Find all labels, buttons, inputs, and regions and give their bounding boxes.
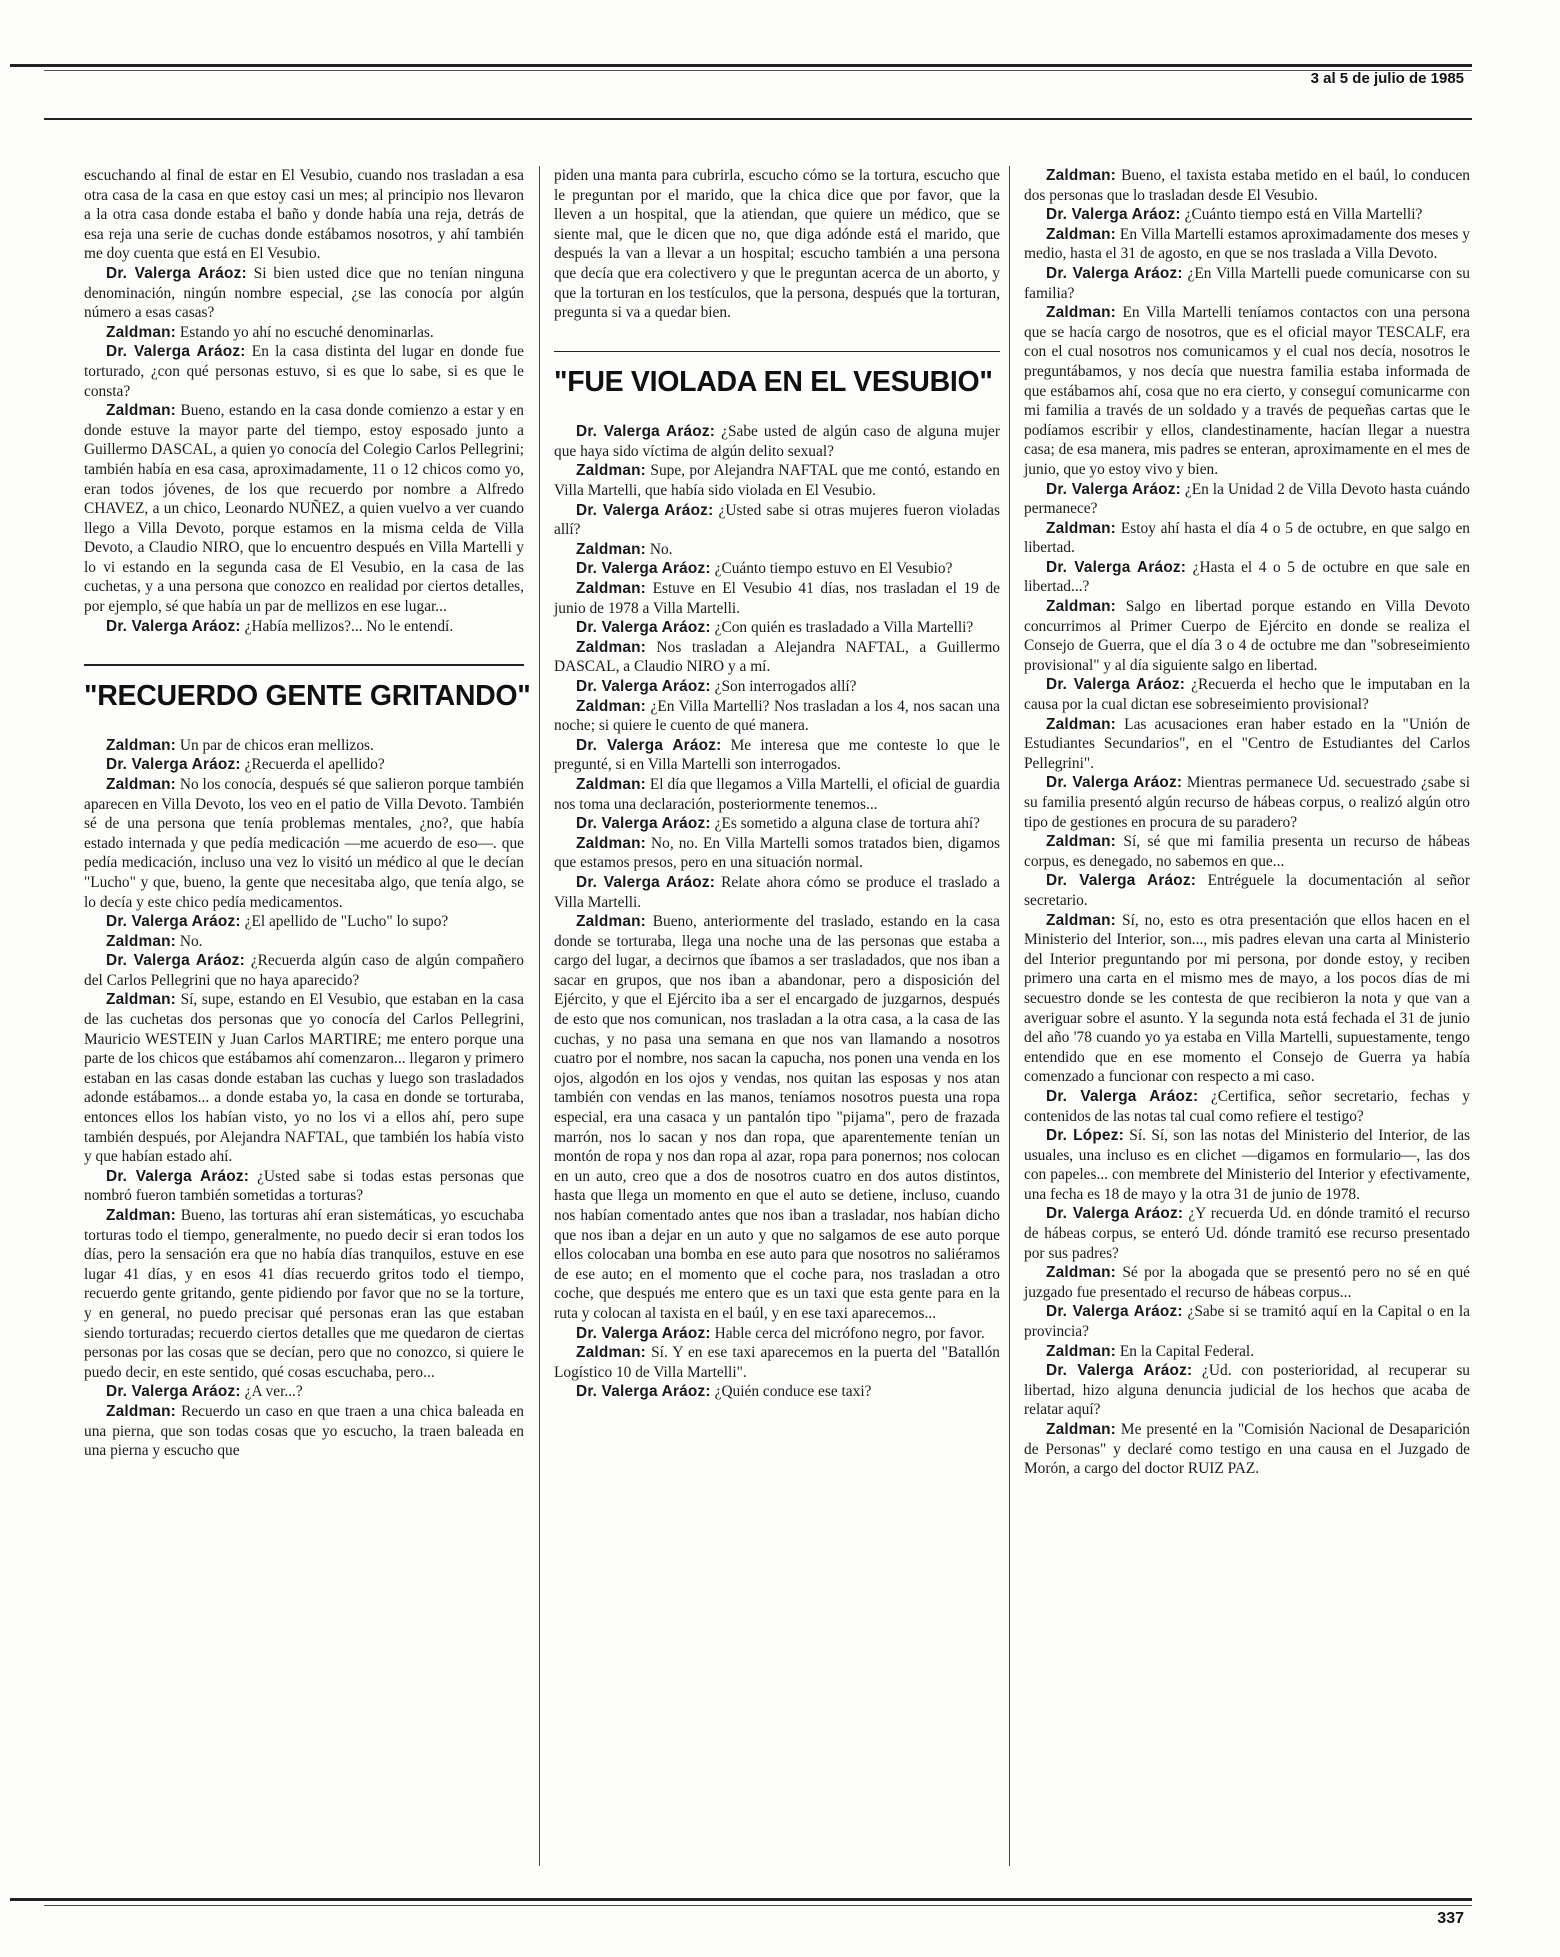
speaker: Zaldman: (1046, 519, 1117, 537)
header-rule-thin (44, 70, 1472, 71)
heading-rule (84, 664, 524, 666)
paragraph (1024, 225, 1470, 264)
paragraph (1024, 715, 1470, 774)
speaker: Dr. Valerga Aráoz: (1046, 558, 1187, 576)
speaker: Dr. Valerga Aráoz: (576, 677, 711, 695)
speaker: Dr. Valerga Aráoz: (576, 873, 716, 891)
speaker: Zaldman: (576, 580, 647, 597)
header-rule (10, 64, 1472, 67)
paragraph (1024, 480, 1470, 519)
speaker: Dr. Valerga Aráoz: (1046, 676, 1186, 694)
section-heading-box (554, 351, 1000, 399)
speaker: Dr. Valerga Aráoz: (106, 756, 241, 774)
speaker: Zaldman: (576, 638, 647, 656)
paragraph (1024, 205, 1470, 225)
paragraph (554, 618, 1000, 638)
paragraph (1024, 264, 1470, 303)
paragraph (554, 1382, 1000, 1402)
header-rule-bottom (44, 118, 1472, 120)
speaker: Dr. Valerga Aráoz: (106, 1167, 250, 1185)
speech: Sí, no, esto es otra presentación que ellos hacen en el Ministerio del Interior, son..., mis padres elevan una carta al Ministerio del Interior preguntando por mi persona, por donde estoy, y reciben primero una carta en el mismo mes de mayo, a los pocos días de mi secuestro donde se les contesta de que recibieron la nota y que van a averiguar sobre el asunto. Y la segunda nota está fechada el 31 de junio del año '78 cuando yo ya estaba en Villa Martelli, supuestamente, tengo entendido que en ese momento el Consejo de Guerra ya había comenzado a funcionar con respecto a mi caso. (1024, 911, 1470, 1086)
paragraph (84, 1382, 524, 1402)
speaker: Dr. Valerga Aráoz: (106, 952, 245, 970)
paragraph (84, 990, 524, 1166)
speech: ¿Hasta el 4 o 5 de octubre en que sale en libertad...? (1024, 558, 1470, 596)
speaker: Zaldman: (576, 913, 647, 931)
speech: ¿El apellido de "Lucho" lo supo? (240, 913, 449, 931)
speaker: Dr. Valerga Aráoz: (106, 617, 241, 635)
speaker: Zaldman: (576, 775, 647, 793)
speech: Las acusaciones eran haber estado en la "Unión de Estudiantes Secundarios", en el "Centro de Estudiantes del Carlos Pellegrini". (1024, 715, 1470, 772)
speech: ¿Usted sabe si todas estas personas que nombró fueron también sometidas a torturas? (84, 1167, 524, 1205)
paragraph (84, 1402, 524, 1461)
speech: ¿Quién conduce ese taxi? (710, 1383, 872, 1401)
paragraph (1024, 597, 1470, 675)
speaker: Dr. Valerga Aráoz: (1046, 1362, 1193, 1380)
speech: ¿Es sometido a alguna clase de tortura ahí? (710, 815, 980, 833)
speaker: Zaldman: (106, 1402, 177, 1420)
paragraph (84, 1167, 524, 1206)
paragraph (84, 617, 524, 637)
speech: El día que llegamos a Villa Martelli, el oficial de guardia nos toma una declaración, posteriormente tenemos... (554, 775, 1000, 813)
paragraph (554, 677, 1000, 697)
speaker: Dr. Valerga Aráoz: (576, 501, 714, 519)
speaker: Zaldman: (106, 932, 177, 950)
paragraph (84, 736, 524, 756)
speech: ¿Recuerda algún caso de algún compañero del Carlos Pellegrini que no haya aparecido? (84, 952, 524, 989)
speaker: Dr. Valerga Aráoz: (1046, 1087, 1199, 1105)
speaker: Zaldman: (1046, 1264, 1117, 1282)
speech: ¿En Villa Martelli? Nos trasladan a los 4, nos sacan una noche; si quiere le cuento de qué manera. (554, 697, 1000, 735)
speech: ¿Cuánto tiempo está en Villa Martelli? (1180, 206, 1423, 224)
speaker: Zaldman: (106, 323, 177, 341)
issue-date: 3 al 5 de julio de 1985 (1310, 70, 1464, 87)
speech: Sí. Y en ese taxi aparecemos en la puerta del "Batallón Logístico 10 de Villa Martelli". (554, 1344, 1000, 1381)
speaker: Zaldman: (106, 991, 177, 1009)
speech: No, no. En Villa Martelli somos tratados bien, digamos que estamos presos, pero en una situación normal. (554, 834, 1000, 872)
speaker: Zaldman: (1046, 304, 1117, 322)
speaker: Dr. Valerga Aráoz: (576, 815, 711, 833)
paragraph (1024, 303, 1470, 479)
paragraph (554, 814, 1000, 834)
speech: Me presenté en la "Comisión Nacional de Desaparición de Personas" y declaré como testigo en una causa en el Juzgado de Morón, a cargo del doctor RUIZ PAZ. (1024, 1421, 1470, 1478)
speech: ¿Recuerda el apellido? (240, 756, 385, 774)
paragraph (554, 638, 1000, 677)
section-heading-box (84, 664, 531, 712)
speech: ¿En la Unidad 2 de Villa Devoto hasta cuándo permanece? (1024, 480, 1471, 518)
speaker: Zaldman: (1046, 911, 1117, 929)
paragraph (554, 1324, 1000, 1344)
speech: Bueno, estando en la casa donde comienzo a estar y en donde estuve la mayor parte del tiempo, estoy esposado junto a Guillermo DASCAL, a quien yo conocía del Colegio Carlos Pellegrini; también había en esa casa, aproximadamente, 11 o 12 chicos como yo, eran todos jóvenes, de los que recuerdo por nombre a Alfredo CHAVEZ, a un chico, Leonardo NUÑEZ, a quien vuelvo a ver cuando llego a Villa Devoto, porque estamos en la misma celda de Villa Devoto, a Claudio NIRO, que lo encuentro después en Villa Martelli y lo vi estando en la segunda casa de El Vesubio, en la casa de las cuchetas, y a una persona que conozco en realidad por ciertos detalles, por ejemplo, sé que había un par de mellizos en ese lugar... (84, 402, 524, 616)
paragraph (554, 834, 1000, 873)
speaker: Dr. López: (1046, 1127, 1124, 1145)
paragraph (84, 264, 524, 323)
speaker: Zaldman: (1046, 225, 1117, 243)
speaker: Zaldman: (1046, 1342, 1117, 1360)
paragraph (554, 422, 1000, 461)
speaker: Dr. Valerga Aráoz: (1046, 774, 1183, 792)
speech: Salgo en libertad porque estando en Villa Devoto concurrimos al Primer Cuerpo de Ejército en donde se realiza el Consejo de Guerra, que el día 3 o 4 de octubre me dan "sobreseimiento provisional" y al día siguiente salgo en libertad. (1024, 598, 1470, 674)
paragraph (84, 323, 524, 343)
paragraph (1024, 1420, 1470, 1479)
speech: Nos trasladan a Alejandra NAFTAL, a Guillermo DASCAL, a Claudio NIRO y a mí. (554, 638, 1000, 676)
speech: Un par de chicos eran mellizos. (176, 736, 374, 754)
speaker: Dr. Valerga Aráoz: (106, 264, 247, 282)
paragraph (554, 1343, 1000, 1382)
speaker: Zaldman: (576, 540, 647, 558)
speech: Mientras permanece Ud. secuestrado ¿sabe si su familia presentó algún recurso de hábeas corpus, o realizó algún otro tipo de gestiones en procura de su paradero? (1024, 774, 1470, 831)
speaker: Zaldman: (1046, 715, 1117, 733)
paragraph (1024, 1204, 1470, 1263)
speaker: Dr. Valerga Aráoz: (106, 343, 246, 361)
speaker: Dr. Valerga Aráoz: (1046, 1205, 1184, 1223)
paragraph (554, 501, 1000, 540)
footer-rule (10, 1898, 1472, 1901)
paragraph (554, 579, 1000, 618)
paragraph (1024, 1087, 1470, 1126)
speaker: Dr. Valerga Aráoz: (576, 619, 711, 637)
paragraph (1024, 519, 1470, 558)
speech: ¿Había mellizos?... No le entendí. (240, 617, 454, 635)
speech: Sí, sé que mi familia presenta un recurso de hábeas corpus, es denegado, no sabemos en que... (1024, 833, 1470, 870)
paragraph (554, 736, 1000, 775)
speaker: Zaldman: (106, 402, 177, 420)
footer-rule-thin (44, 1905, 1472, 1906)
speaker: Dr. Valerga Aráoz: (1046, 206, 1181, 224)
speaker: Dr. Valerga Aráoz: (1046, 480, 1181, 498)
paragraph (1024, 1302, 1470, 1341)
column-1 (84, 166, 531, 1461)
paragraph (554, 775, 1000, 814)
paragraph (1024, 832, 1470, 871)
speech: ¿A ver...? (240, 1383, 303, 1401)
speech: Entréguele la documentación al señor secretario. (1024, 872, 1470, 909)
speech: No. (646, 540, 673, 558)
speech: Recuerdo un caso en que traen a una chica baleada en una pierna, que son todas cosas que yo escucho, la traen baleada en una pierna y escucho que (84, 1402, 524, 1460)
paragraph (1024, 1342, 1470, 1362)
speech: ¿Certifica, señor secretario, fechas y contenidos de las notas tal cual como refiere el testigo? (1024, 1087, 1470, 1125)
page-number: 337 (1437, 1910, 1464, 1927)
speaker: Zaldman: (1046, 167, 1117, 184)
paragraph (84, 342, 524, 401)
speaker: Dr. Valerga Aráoz: (1046, 264, 1183, 282)
paragraph (84, 401, 524, 617)
speech: Sé por la abogada que se presentó pero no sé en qué juzgado fue presentado el recurso de hábeas corpus... (1024, 1264, 1470, 1301)
paragraph (84, 755, 524, 775)
speech: Bueno, anteriormente del traslado, estando en la casa donde se torturaba, llega una noche una de las personas que estaba a cargo del lugar, a decirnos que íbamos a ser trasladados, que nos iban a sacar en grupos, que nos iban a abandonar, pero a disposición del Ejército, y que el Ejército iba a ser el encargado de juzgarnos, después de esto que nos comunican, nos trasladan a la otra casa, a la casa de las cuchas, y no pasa una semana en que nos van llamando a nosotros cuatro por el nombre, nos sacan la capucha, nos ponen una venda en los ojos, algodón en los ojos y vendas, nos quitan las esposas y nos atan también con vendas en las manos, teníamos nosotros puesta una ropa especial, era una casaca y un pantalón tipo "pijama", pero de frazada marrón, nos lo sacan y nos dan ropa, que aparentemente tenían un montón de ropa y nos dan ropa al azar, ropa para ponernos; nos colocan en un auto, creo que a dos de nosotros cuatro en dos autos distintos, hasta que llega un momento en que el auto se detiene, incluso, cuando nos habían comentado antes que nos iban a trasladar, nos habían dicho que nos iban a dejar en un auto y que no salgamos de ese auto porque ellos colocaban una bomba en ese auto para que nosotros no saliéramos de ese auto; en el momento que el coche para, nos trasladan a otro coche, que después me entero que es un taxi que esta gente para en la ruta y colocan al taxista en el baúl, y en ese taxi aparecemos... (554, 913, 1000, 1322)
paragraph (554, 559, 1000, 579)
speech: No. (176, 932, 203, 950)
speech: ¿Sabe usted de algún caso de alguna mujer que haya sido víctima de algún delito sexual? (554, 423, 1000, 460)
paragraph (1024, 675, 1470, 714)
paragraph (1024, 1361, 1470, 1420)
column-3 (1024, 166, 1470, 1479)
speech: Sí. Sí, son las notas del Ministerio del Interior, de las usuales, una incluso es en clichet —digamos en formulario—, las dos con papeles... con membrete del Ministerio del Interior y efectivamente, una fecha es 18 de mayo y la otra 31 de junio de 1978. (1024, 1127, 1471, 1203)
speaker: Dr. Valerga Aráoz: (576, 423, 716, 441)
speaker: Dr. Valerga Aráoz: (1046, 872, 1197, 890)
paragraph (84, 951, 524, 990)
speech: ¿Cuánto tiempo estuvo en El Vesubio? (710, 560, 953, 578)
column-divider (1009, 166, 1010, 1866)
speaker: Dr. Valerga Aráoz: (106, 913, 241, 931)
speech: Estando yo ahí no escuché denominarlas. (176, 323, 434, 341)
speech: En la casa distinta del lugar en donde fue torturado, ¿con qué personas estuvo, si es que lo sabe, si es que le consta? (84, 343, 524, 400)
column-2 (554, 166, 1000, 1402)
speaker: Dr. Valerga Aráoz: (106, 1383, 241, 1401)
speaker: Zaldman: (1046, 598, 1117, 616)
speech: Si bien usted dice que no tenían ninguna denominación, ningún nombre especial, ¿se las conocía por algún número a esas casas? (84, 264, 524, 322)
paragraph (1024, 166, 1470, 205)
speech: Bueno, las torturas ahí eran sistemáticas, yo escuchaba torturas todo el tiempo, generalmente, no puedo decir si eran todos los días, pero la sensación era que no había días tranquilos, estuve en ese lugar 41 días, y en esos 41 días recuerdo gritos todo el tiempo, recuerdo gente gritando, gente pidiendo por favor que no se la torture, y en general, no puedo precisar qué personas eran las que estaban siendo torturadas; recuerdo ciertos detalles que me quedaron de ciertas personas por las cosas que se decían, pero que no conozco, si quiere le puedo decir, en este sentido, qué cosas escuchaba, pero... (84, 1207, 524, 1381)
speaker: Zaldman: (576, 834, 647, 852)
speaker: Zaldman: (106, 775, 177, 793)
paragraph (1024, 1126, 1470, 1204)
speech: ¿En Villa Martelli puede comunicarse con su familia? (1024, 264, 1470, 302)
speech: En la Capital Federal. (1116, 1342, 1255, 1360)
paragraph: escuchando al final de estar en El Vesubio, cuando nos trasladan a esa otra casa de la casa en que estoy casi un mes; al principio nos llevaron a la otra casa donde estaba el baño y donde había una reja, detrás de esa reja una serie de cuchas donde estábamos nosotros, y ahí también me doy cuenta que está en El Vesubio. (84, 167, 524, 263)
speech: ¿Con quién es trasladado a Villa Martelli? (710, 619, 974, 637)
speech: Sí, supe, estando en El Vesubio, que estaban en la casa de las cuchetas dos personas que yo conocía del Carlos Pellegrini, Mauricio WESTEIN y Juan Carlos MARTIRE; me entero porque una parte de los chicos que estábamos ahí comenzaron... llegaron y primero estaban en las casas donde estaban las cuchas y luego son trasladados adonde estábamos... a donde estaba yo, la casa en donde se torturaba, entonces ellos los habían visto, yo no los vi a ellos ahí, pero supe también después, por Alejandra NAFTAL, que también los había visto y que habían estado ahí. (84, 991, 524, 1166)
speech: Hable cerca del micrófono negro, por favor. (710, 1324, 985, 1342)
paragraph (554, 697, 1000, 736)
speech: ¿Usted sabe si otras mujeres fueron violadas allí? (554, 501, 1000, 539)
speech: Estoy ahí hasta el día 4 o 5 de octubre, en que salgo en libertad. (1024, 519, 1470, 557)
speaker: Dr. Valerga Aráoz: (576, 560, 711, 578)
paragraph (84, 775, 524, 912)
speaker: Zaldman: (576, 697, 647, 715)
paragraph (84, 1206, 524, 1382)
paragraph (554, 461, 1000, 500)
section-heading: "RECUERDO GENTE GRITANDO" (84, 679, 531, 712)
speaker: Zaldman: (1046, 833, 1117, 851)
speech: Estuve en El Vesubio 41 días, nos trasladan el 19 de junio de 1978 a Villa Martelli. (554, 580, 1000, 617)
speech: ¿Recuerda el hecho que le imputaban en la causa por la cual dictan ese sobreseimiento provisional? (1024, 676, 1470, 714)
speech: ¿Sabe si se tramitó aquí en la Capital o en la provincia? (1024, 1303, 1470, 1341)
paragraph (554, 912, 1000, 1323)
speaker: Zaldman: (576, 462, 647, 480)
paragraph (554, 873, 1000, 912)
speech: Supe, por Alejandra NAFTAL que me contó, estando en Villa Martelli, que había sido violada en El Vesubio. (554, 462, 1000, 500)
speaker: Dr. Valerga Aráoz: (576, 736, 722, 754)
paragraph (554, 540, 1000, 560)
speaker: Dr. Valerga Aráoz: (576, 1324, 711, 1342)
paragraph (1024, 558, 1470, 597)
paragraph (84, 912, 524, 932)
speech: ¿Son interrogados allí? (710, 677, 857, 695)
speech: Bueno, el taxista estaba metido en el baúl, lo conducen dos personas que lo trasladan desde El Vesubio. (1024, 167, 1470, 204)
speech: En Villa Martelli teníamos contactos con una persona que se hacía cargo de nosotros, que es el oficial mayor TESCALF, era con el cual nosotros nos comunicamos y el cual nos decía, nosotros le preguntábamos, y nos decía que nuestra familia estaba informada de que estábamos ahí, cosa que no era cierto, y conseguí comunicarme con mi familia a través de un soldado y a través de pequeñas cartas que le podíamos escribir y ellos, clandestinamente, hacían llegar a nuestra casa; de esa manera, mis padres se enteran, aproximamente en el mes de junio, que yo estoy vivo y bien. (1024, 304, 1470, 478)
column-divider (539, 166, 540, 1866)
speaker: Dr. Valerga Aráoz: (576, 1383, 711, 1401)
paragraph (1024, 911, 1470, 1087)
speaker: Zaldman: (106, 736, 177, 754)
speech: Relate ahora cómo se produce el traslado a Villa Martelli. (554, 873, 1000, 911)
paragraph (1024, 773, 1470, 832)
speech: ¿Ud. con posterioridad, al recuperar su libertad, hizo alguna denuncia judicial de los hechos que acaba de relatar aquí? (1024, 1362, 1470, 1419)
speech: No los conocía, después sé que salieron porque también aparecen en Villa Devoto, los veo en el patio de Villa Devoto. También sé de una persona que tenía problemas mentales, ¿no?, que había estado internada y que pedía medicación —me acuerdo de eso—. que pedía medicación, incluso una vez lo visitó un médico al que le decían "Lucho" y que, bueno, la gente que necesitaba algo, que tenía algo, se lo decía y este chico pedía medicamentos. (84, 775, 524, 911)
paragraph (1024, 871, 1470, 910)
speaker: Zaldman: (106, 1207, 177, 1224)
speaker: Zaldman: (576, 1344, 647, 1362)
section-heading: "FUE VIOLADA EN EL VESUBIO" (554, 366, 993, 399)
paragraph: piden una manta para cubrirla, escucho cómo se la tortura, escucho que le preguntan por el marido, que la chica dice que por favor, que la lleven a un hospital, que la atiendan, que quiere un médico, que se siente mal, que le dicen que no, que diga adónde está el marido, que después la van a llevar a un hospital; escucho también a una persona que decía que era colectivero y que le preguntan acerca de un aborto, y que la torturan en los testículos, que la persona, después que la torturan, pregunta si va a quedar bien. (554, 167, 1000, 322)
speech: Me interesa que me conteste lo que le pregunté, si en Villa Martelli son interrogados. (554, 736, 1001, 774)
heading-rule (554, 351, 1000, 353)
paragraph (1024, 1263, 1470, 1302)
speech: ¿Y recuerda Ud. en dónde tramitó el recurso de hábeas corpus, se enteró Ud. dónde tramitó ese recurso presentado por sus padres? (1024, 1205, 1470, 1262)
paragraph (84, 932, 524, 952)
speaker: Zaldman: (1046, 1421, 1117, 1438)
speech: En Villa Martelli estamos aproximadamente dos meses y medio, hasta el 31 de agosto, en que se nos traslada a Villa Devoto. (1024, 225, 1470, 263)
speaker: Dr. Valerga Aráoz: (1046, 1303, 1183, 1321)
